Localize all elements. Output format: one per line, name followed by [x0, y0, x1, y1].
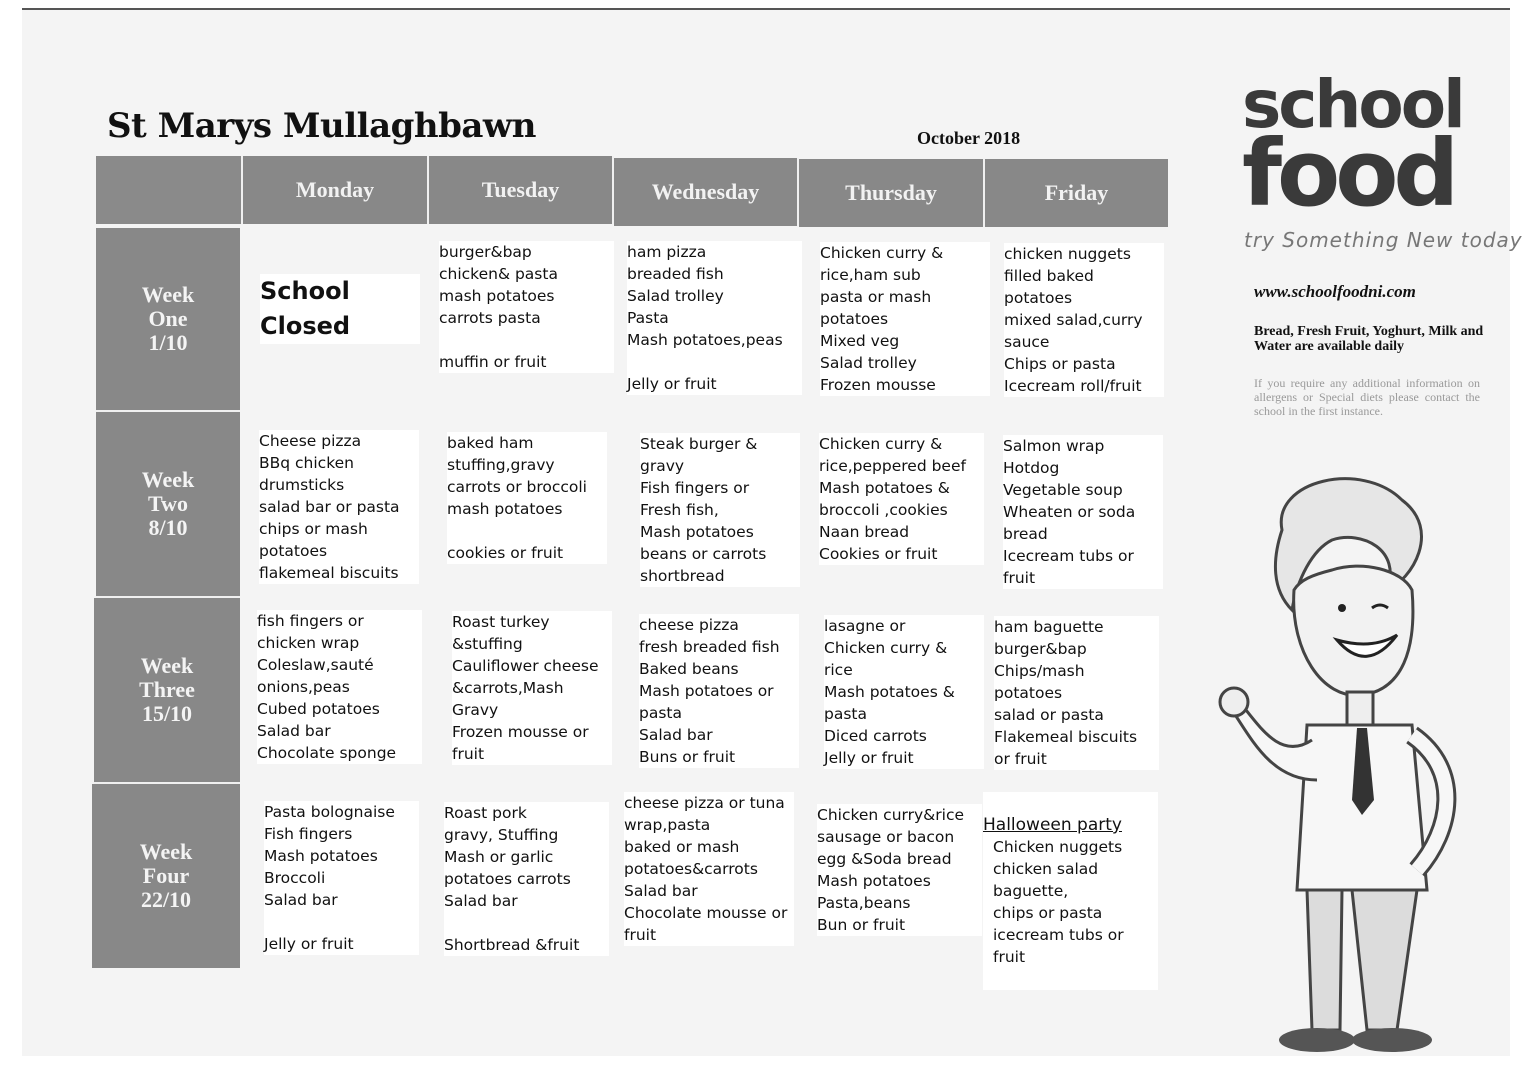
meal-w3-wednesday: cheese pizza fresh breaded fish Baked beans Mash potatoes or pasta Salad bar Buns or fruit — [639, 614, 799, 768]
meal-w4-friday-items: Chicken nuggets chicken salad baguette, chips or pasta icecream tubs or fruit — [993, 838, 1124, 966]
meal-w1-friday: chicken nuggets filled baked potatoes mixed salad,curry sauce Chips or pasta Icecream roll/fruit — [1004, 243, 1164, 397]
header-tuesday: Tuesday — [429, 156, 614, 224]
meal-w4-monday: Pasta bolognaise Fish fingers Mash potatoes Broccoli Salad bar Jelly or fruit — [264, 801, 419, 955]
school-food-logo-food: food — [1242, 120, 1455, 227]
week-four-label: Week Four 22/10 — [92, 784, 240, 968]
meal-w2-friday: Salmon wrap Hotdog Vegetable soup Wheaten or soda bread Icecream tubs or fruit — [1003, 435, 1163, 589]
meal-w1-wednesday: ham pizza breaded fish Salad trolley Pasta Mash potatoes,peas Jelly or fruit — [627, 241, 802, 395]
header-monday: Monday — [243, 156, 429, 224]
brand-website: www.schoolfoodni.com — [1254, 282, 1416, 301]
mascot-shoe-right — [1352, 1028, 1432, 1052]
mascot-shoe-left — [1279, 1028, 1355, 1052]
mascot-face — [1294, 566, 1413, 695]
meal-w2-tuesday: baked ham stuffing,gravy carrots or broccoli mash potatoes cookies or fruit — [447, 432, 607, 564]
mascot-leg-right — [1352, 890, 1417, 1030]
mascot-illustration — [1212, 470, 1492, 1060]
meal-w4-thursday: Chicken curry&rice sausage or bacon egg &Soda bread Mash potatoes Pasta,beans Bun or fruit — [817, 804, 982, 936]
meal-w4-wednesday: cheese pizza or tuna wrap,pasta baked or mash potatoes&carrots Salad bar Chocolate mousse or fruit — [624, 792, 794, 946]
meal-w2-monday: Cheese pizza BBq chicken drumsticks salad bar or pasta chips or mash potatoes flakemeal biscuits — [259, 430, 419, 584]
menu-month: October 2018 — [917, 128, 1021, 148]
meal-w1-tuesday: burger&bap chicken& pasta mash potatoes carrots pasta muffin or fruit — [439, 241, 614, 373]
mascot-leg-left — [1307, 890, 1342, 1030]
mascot-arm-left — [1232, 705, 1317, 780]
school-name: St Marys Mullaghbawn — [107, 106, 536, 146]
week-two-label: Week Two 8/10 — [96, 412, 240, 598]
school-food-logo-school: school — [1242, 66, 1463, 143]
meal-w3-thursday: lasagne or Chicken curry & rice Mash potatoes & pasta Diced carrots Jelly or fruit — [824, 615, 984, 769]
header-friday: Friday — [985, 159, 1168, 227]
week-one-label: Week One 1/10 — [96, 228, 240, 412]
meal-w2-wednesday: Steak burger & gravy Fish fingers or Fresh fish, Mash potatoes beans or carrots shortbread — [640, 433, 800, 587]
meal-w3-monday: fish fingers or chicken wrap Coleslaw,sauté onions,peas Cubed potatoes Salad bar Chocolate sponge — [257, 610, 422, 764]
meal-w1-monday: School Closed — [260, 274, 420, 344]
header-thursday: Thursday — [799, 159, 985, 227]
header-wednesday: Wednesday — [614, 158, 799, 226]
mascot-neck — [1347, 692, 1373, 726]
meal-w1-thursday: Chicken curry & rice,ham sub pasta or mash potatoes Mixed veg Salad trolley Frozen mousse — [820, 242, 990, 396]
daily-availability-note: Bread, Fresh Fruit, Yoghurt, Milk and Water are available daily — [1254, 324, 1484, 354]
meal-w2-thursday: Chicken curry & rice,peppered beef Mash potatoes & broccoli ,cookies Naan bread Cookies or fruit — [819, 433, 984, 565]
meal-w4-friday — [983, 792, 1158, 990]
meal-w3-tuesday: Roast turkey &stuffing Cauliflower cheese &carrots,Mash Gravy Frozen mousse or fruit — [452, 611, 612, 765]
menu-grid — [92, 156, 1168, 968]
meal-w3-friday: ham baguette burger&bap Chips/mash potatoes salad or pasta Flakemeal biscuits or fruit — [994, 616, 1159, 770]
halloween-party-label: Halloween party — [983, 815, 1122, 835]
header-corner — [96, 156, 243, 224]
mascot-eye-left — [1338, 604, 1346, 612]
week-three-label: Week Three 15/10 — [94, 598, 240, 784]
mascot-hand-left — [1220, 688, 1248, 716]
brand-tagline: try Something New today — [1244, 228, 1523, 252]
meal-w4-tuesday: Roast pork gravy, Stuffing Mash or garlic potatoes carrots Salad bar Shortbread &fruit — [444, 802, 609, 956]
allergen-note: If you require any additional information on allergens or Special diets please contact the school in the first instance. — [1254, 376, 1480, 418]
